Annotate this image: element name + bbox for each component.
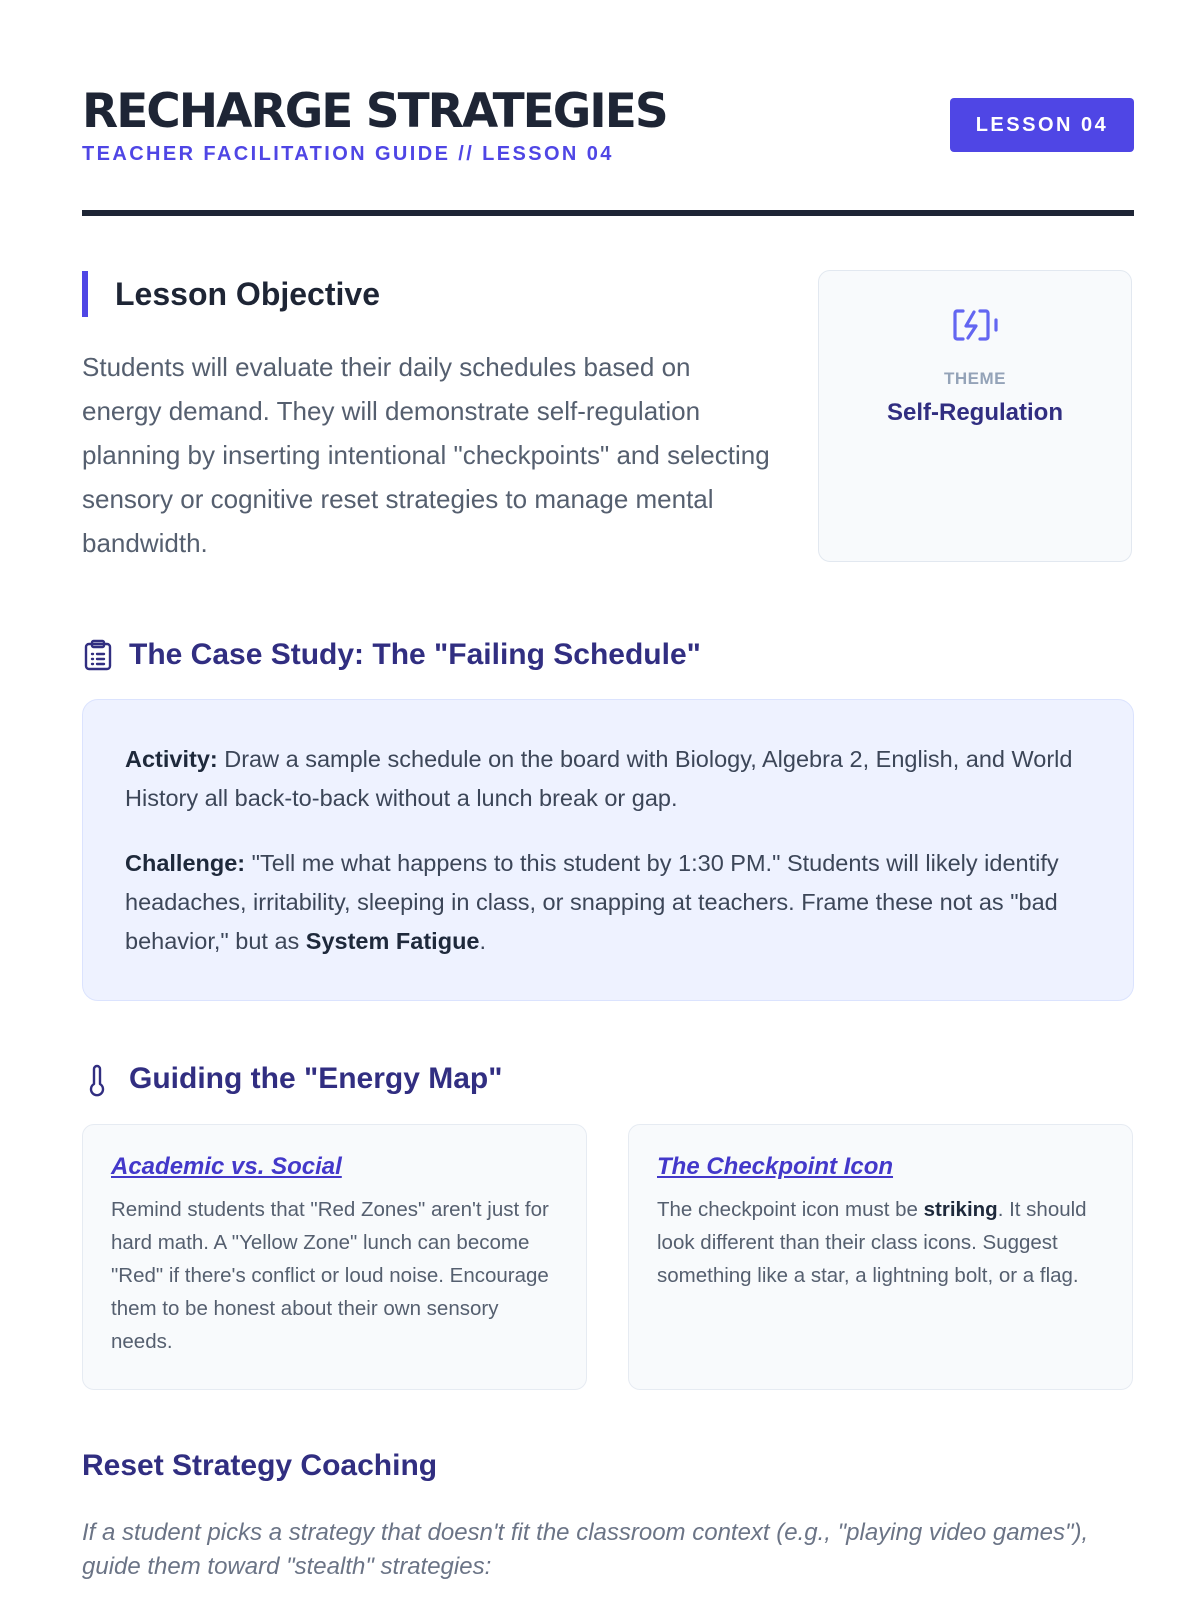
lesson-badge: LESSON 04 [950, 98, 1134, 152]
challenge-paragraph [125, 844, 1091, 961]
header [82, 84, 1134, 166]
page-subtitle: TEACHER FACILITATION GUIDE // LESSON 04 [82, 143, 614, 165]
clipboard-list-icon [84, 639, 112, 671]
tip-card-text [657, 1193, 1104, 1292]
tip-card-title[interactable]: Academic vs. Social [111, 1153, 342, 1180]
tip-card-text: Remind students that "Red Zones" aren't just for hard math. A "Yellow Zone" lunch can become "Red" if there's conflict or loud noise. Encourage them to be honest about their own sensory needs. [111, 1198, 549, 1353]
theme-value: Self-Regulation [886, 399, 1063, 426]
reset-strategy-heading: Reset Strategy Coaching [82, 1449, 438, 1482]
challenge-label: Challenge: [125, 850, 246, 876]
tip-card-academic-social [82, 1124, 587, 1390]
challenge-emphasis: System Fatigue [305, 928, 480, 954]
energy-map-heading: Guiding the "Energy Map" [129, 1062, 503, 1095]
tip-text-emphasis: striking [923, 1198, 998, 1221]
tip-text-before: The checkpoint icon must be [657, 1198, 924, 1221]
tip-card-checkpoint-icon [628, 1124, 1133, 1390]
case-study-box [82, 699, 1134, 1001]
objective-accent-bar [82, 271, 88, 317]
theme-label: THEME [944, 369, 1006, 388]
thermometer-icon [87, 1064, 107, 1098]
theme-card [818, 270, 1132, 562]
tip-card-title[interactable]: The Checkpoint Icon [657, 1153, 894, 1180]
challenge-text: "Tell me what happens to this student by 1:30 PM." Students will likely identify headaches, irritability, sleeping in class, or snapping at teachers. Frame these not as "bad behavior," but as [125, 850, 1059, 954]
reset-strategy-text: If a student picks a strategy that doesn't fit the classroom context (e.g., "playing video games"), guide them toward "stealth" strategies: [82, 1519, 1089, 1580]
activity-paragraph [125, 740, 1091, 818]
battery-charging-icon [952, 307, 1000, 343]
case-study-heading: The Case Study: The "Failing Schedule" [129, 638, 701, 671]
page-title: RECHARGE STRATEGIES [82, 84, 667, 139]
activity-label: Activity: [125, 746, 218, 772]
header-divider [82, 210, 1134, 216]
objective-text: Students will evaluate their daily schedules based on energy demand. They will demonstrate self-regulation planning by inserting intentional "checkpoints" and selecting sensory or cognitive reset strategies to manage mental bandwidth. [82, 352, 770, 558]
challenge-end: . [479, 928, 487, 954]
objective-heading: Lesson Objective [115, 276, 380, 312]
activity-text: Draw a sample schedule on the board with Biology, Algebra 2, English, and World History all back-to-back without a lunch break or gap. [125, 746, 1073, 811]
tip-text-after: . It should look different than their class icons. Suggest something like a star, a lightning bolt, or a flag. [657, 1198, 1087, 1287]
